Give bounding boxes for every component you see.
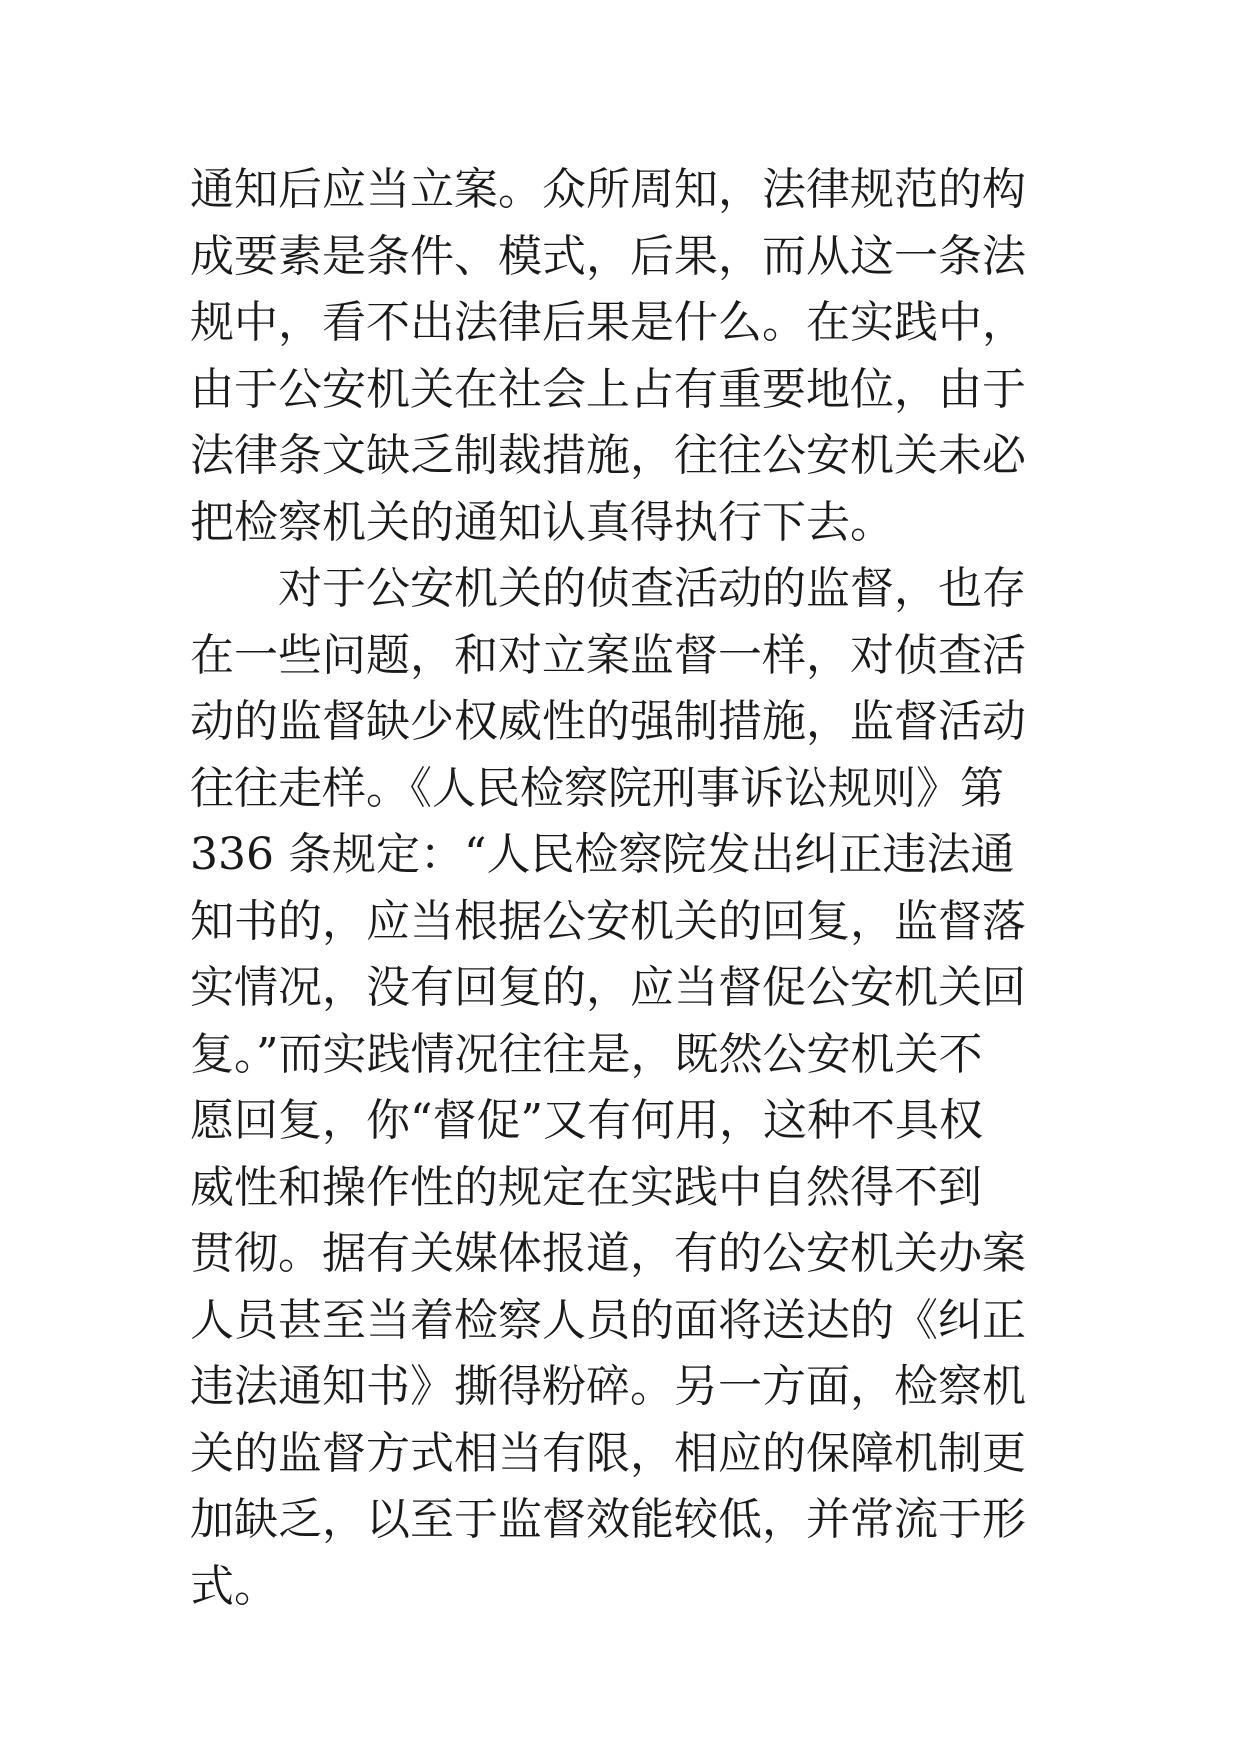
text-line: 法律条文缺乏制裁措施，往往公安机关未必 <box>190 430 1026 481</box>
text-line: 复。”而实践情况往往是，既然公安机关不 <box>190 1028 983 1080</box>
text-line: 愿回复，你“督促”又有何用，这种不具权 <box>190 1095 983 1146</box>
body-text <box>190 157 1070 1620</box>
text-line: 实情况，没有回复的，应当督促公安机关回 <box>190 962 1026 1013</box>
text-line: 加缺乏，以至于监督效能较低，并常流于形 <box>190 1494 1026 1545</box>
paragraph-first-line: 对于公安机关的侦查活动的监督，也存 <box>278 563 1026 614</box>
text-line: 式。 <box>190 1560 278 1612</box>
text-line: 成要素是条件、模式，后果，而从这一条法 <box>190 230 1026 282</box>
text-line: 把检察机关的通知认真得执行下去。 <box>190 496 894 548</box>
text-line: 规中，看不出法律后果是什么。在实践中， <box>190 297 1026 348</box>
text-line: 在一些问题，和对立案监督一样，对侦查活 <box>190 629 1026 681</box>
text-line: 动的监督缺少权威性的强制措施，监督活动 <box>190 696 1026 747</box>
text-line: 通知后应当立案。众所周知，法律规范的构 <box>190 164 1026 215</box>
text-line: 违法通知书》撕得粉碎。另一方面，检察机 <box>190 1361 1026 1412</box>
text-line: 威性和操作性的规定在实践中自然得不到 <box>190 1161 982 1213</box>
text-line: 人员甚至当着检察人员的面将送达的《纠正 <box>190 1294 1026 1346</box>
text-line: 贯彻。据有关媒体报道，有的公安机关办案 <box>190 1228 1026 1279</box>
text-line: 知书的，应当根据公安机关的回复，监督落 <box>190 895 1026 947</box>
text-line: 往往走样。《人民检察院刑事诉讼规则》第 <box>190 762 1004 814</box>
text-line: 关的监督方式相当有限，相应的保障机制更 <box>190 1427 1026 1479</box>
text-line: 由于公安机关在社会上占有重要地位，由于 <box>190 363 1026 415</box>
text-line: 336 条规定：“人民检察院发出纠正违法通 <box>190 829 1015 880</box>
